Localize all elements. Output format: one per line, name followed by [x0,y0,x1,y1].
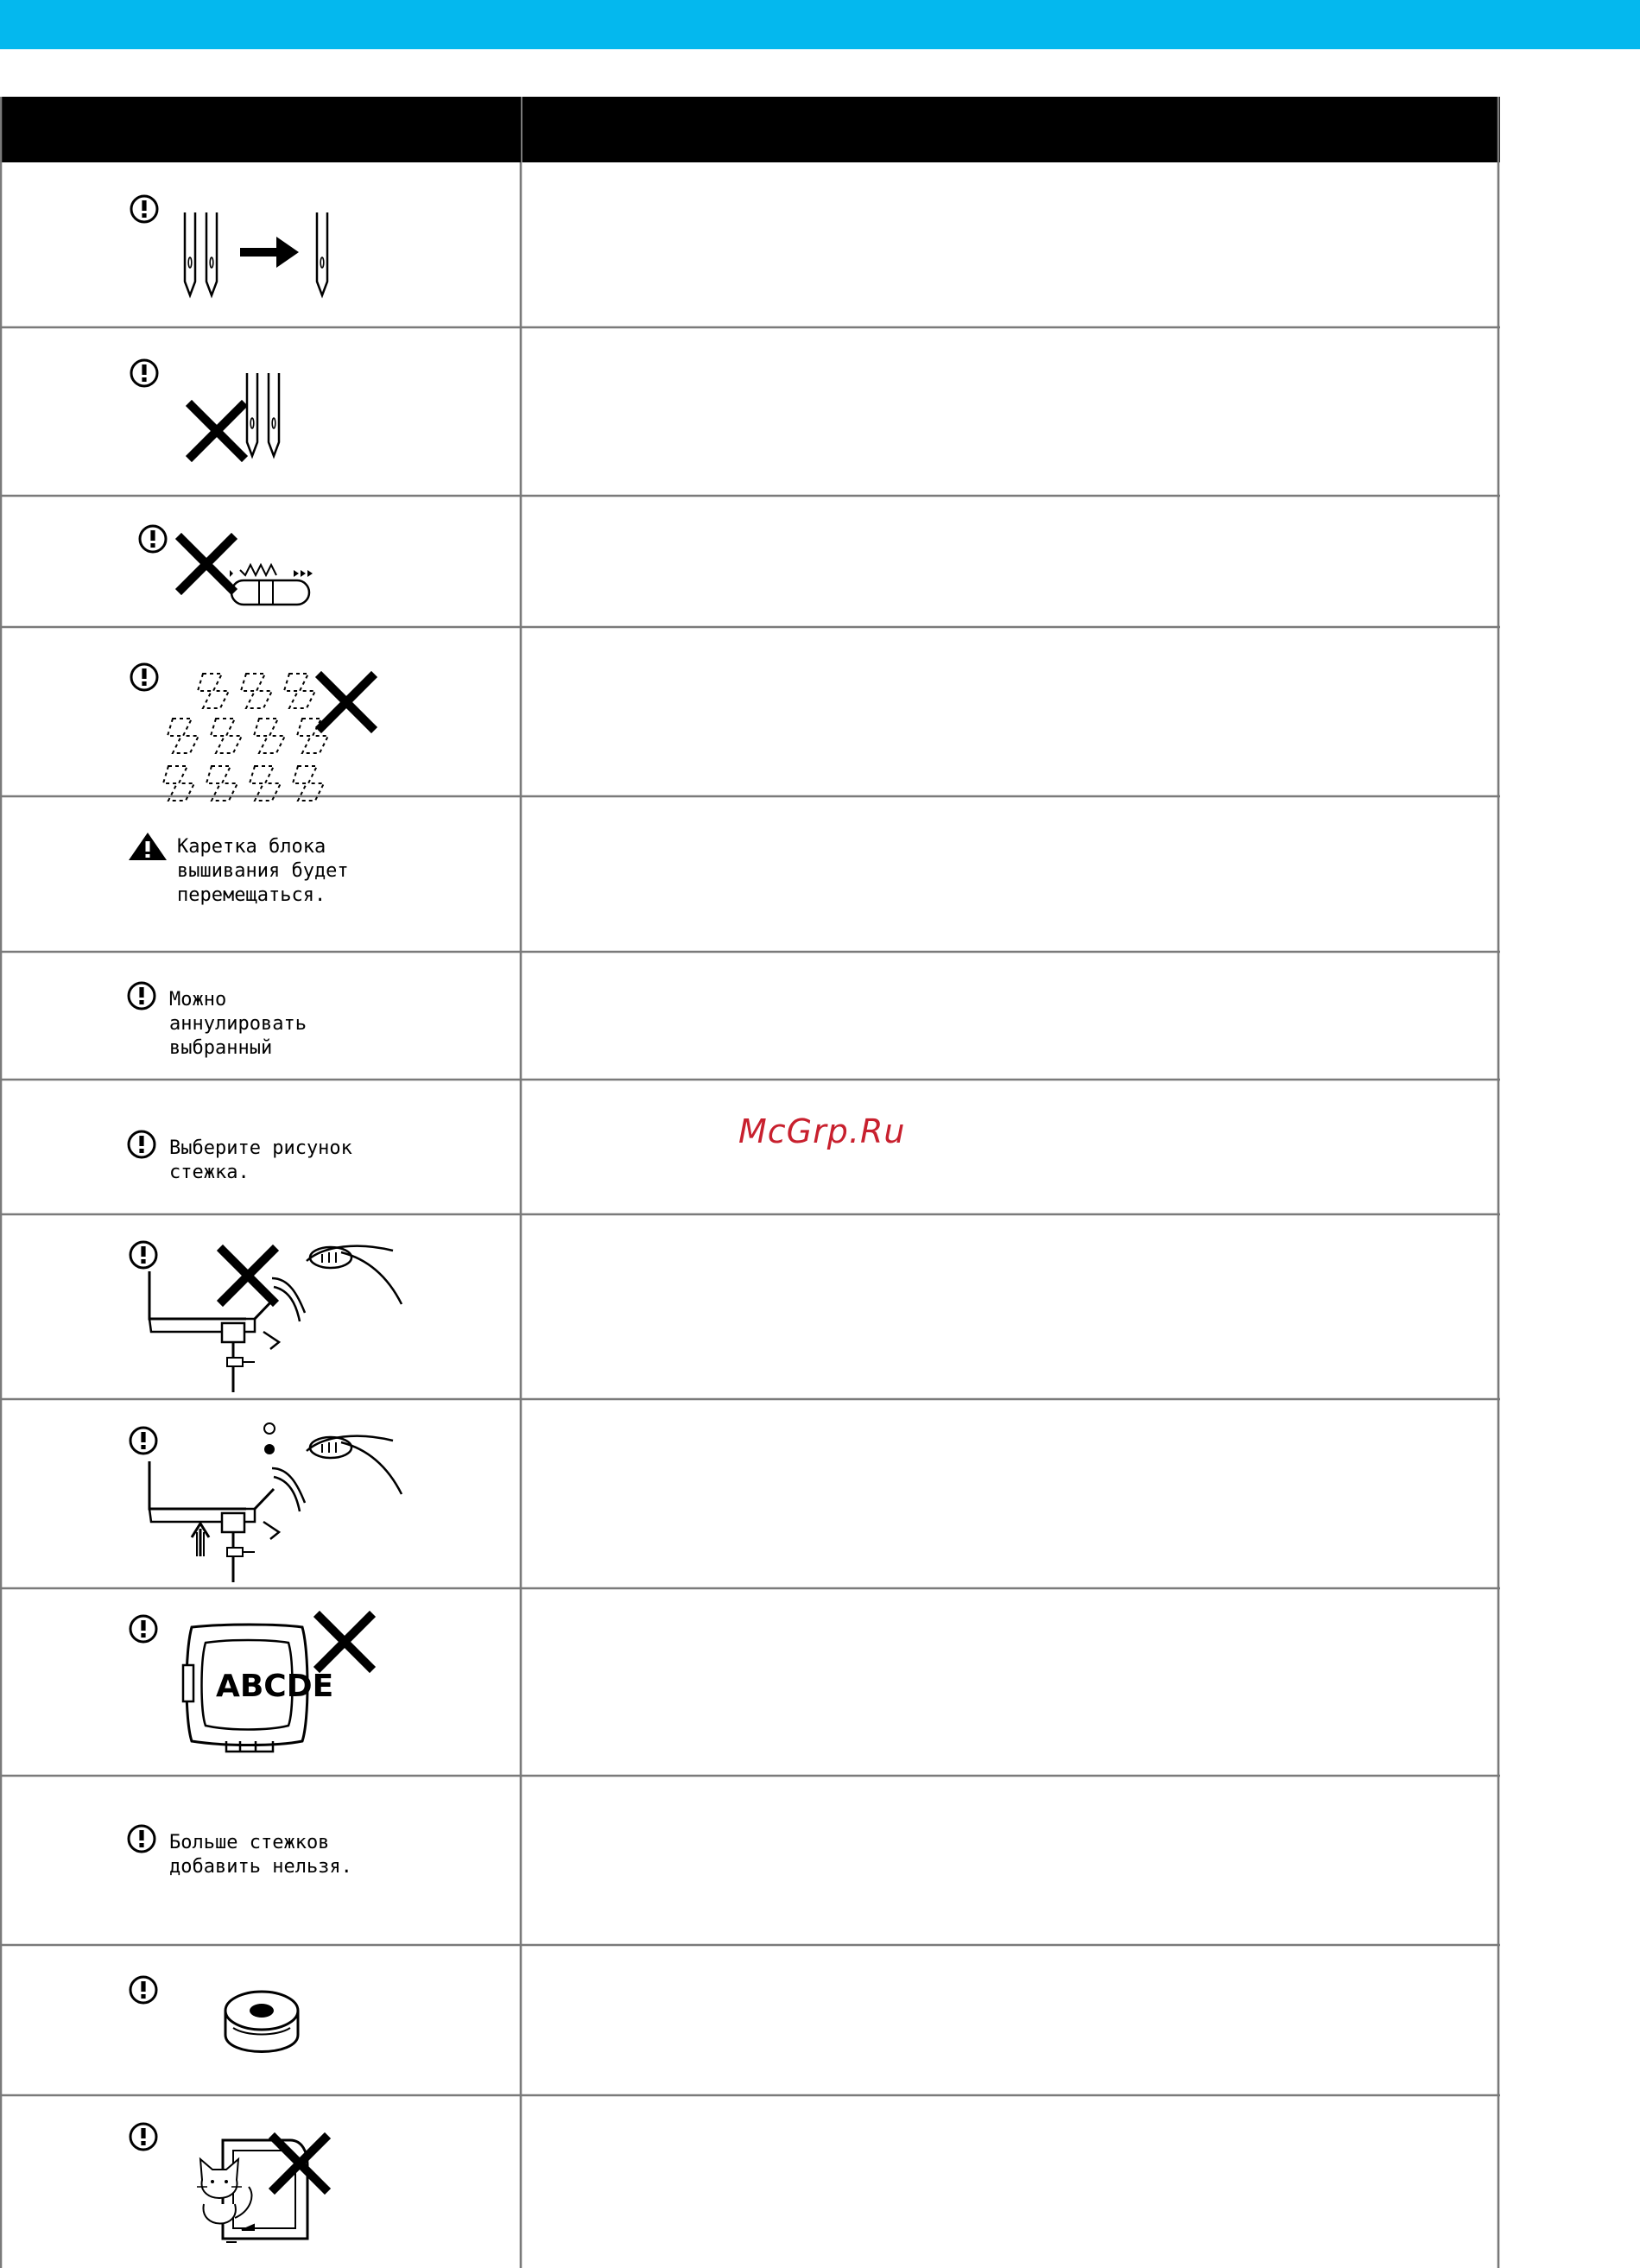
caution-icon [129,983,155,1009]
row-7-message-line-1: Выберите рисунок [169,1137,352,1159]
row-11-message-line-1: Больше стежков [169,1832,330,1853]
warning-triangle-icon [129,833,167,860]
row-5-message-line-2: вышивания будет [177,860,349,882]
row-7-message-line-2: стежка. [169,1162,250,1183]
row-6-message-line-1: Можно [169,989,227,1010]
pattern-outside-area-icon [130,2124,325,2242]
presser-foot-lever-not-allowed-icon [130,1242,402,1392]
bobbin-icon [130,1977,298,2052]
caution-icon [129,1131,155,1157]
row-11-message-line-2: добавить нельзя. [169,1856,352,1878]
watermark: McGrp.Ru [738,1112,906,1150]
top-accent-bar [0,0,1640,49]
row-5-message-line-1: Каретка блока [177,836,326,858]
single-needle-icon [131,196,327,295]
row-6-message-line-3: выбранный [169,1037,273,1059]
embroidery-frame-not-allowed-icon [130,1616,370,1752]
stitch-key-not-allowed-icon [140,526,313,605]
twin-needle-not-allowed-icon [131,360,279,456]
message-table [0,97,1500,2268]
svg-text:ABCDE: ABCDE [216,1669,334,1704]
row-6-message-line-2: аннулировать [169,1013,307,1035]
presser-foot-lever-raise-icon [130,1423,402,1582]
pattern-combination-not-allowed-icon [131,664,371,801]
row-5-message-line-3: перемещаться. [177,884,326,906]
table-header [0,97,1500,162]
caution-icon [129,1826,155,1852]
